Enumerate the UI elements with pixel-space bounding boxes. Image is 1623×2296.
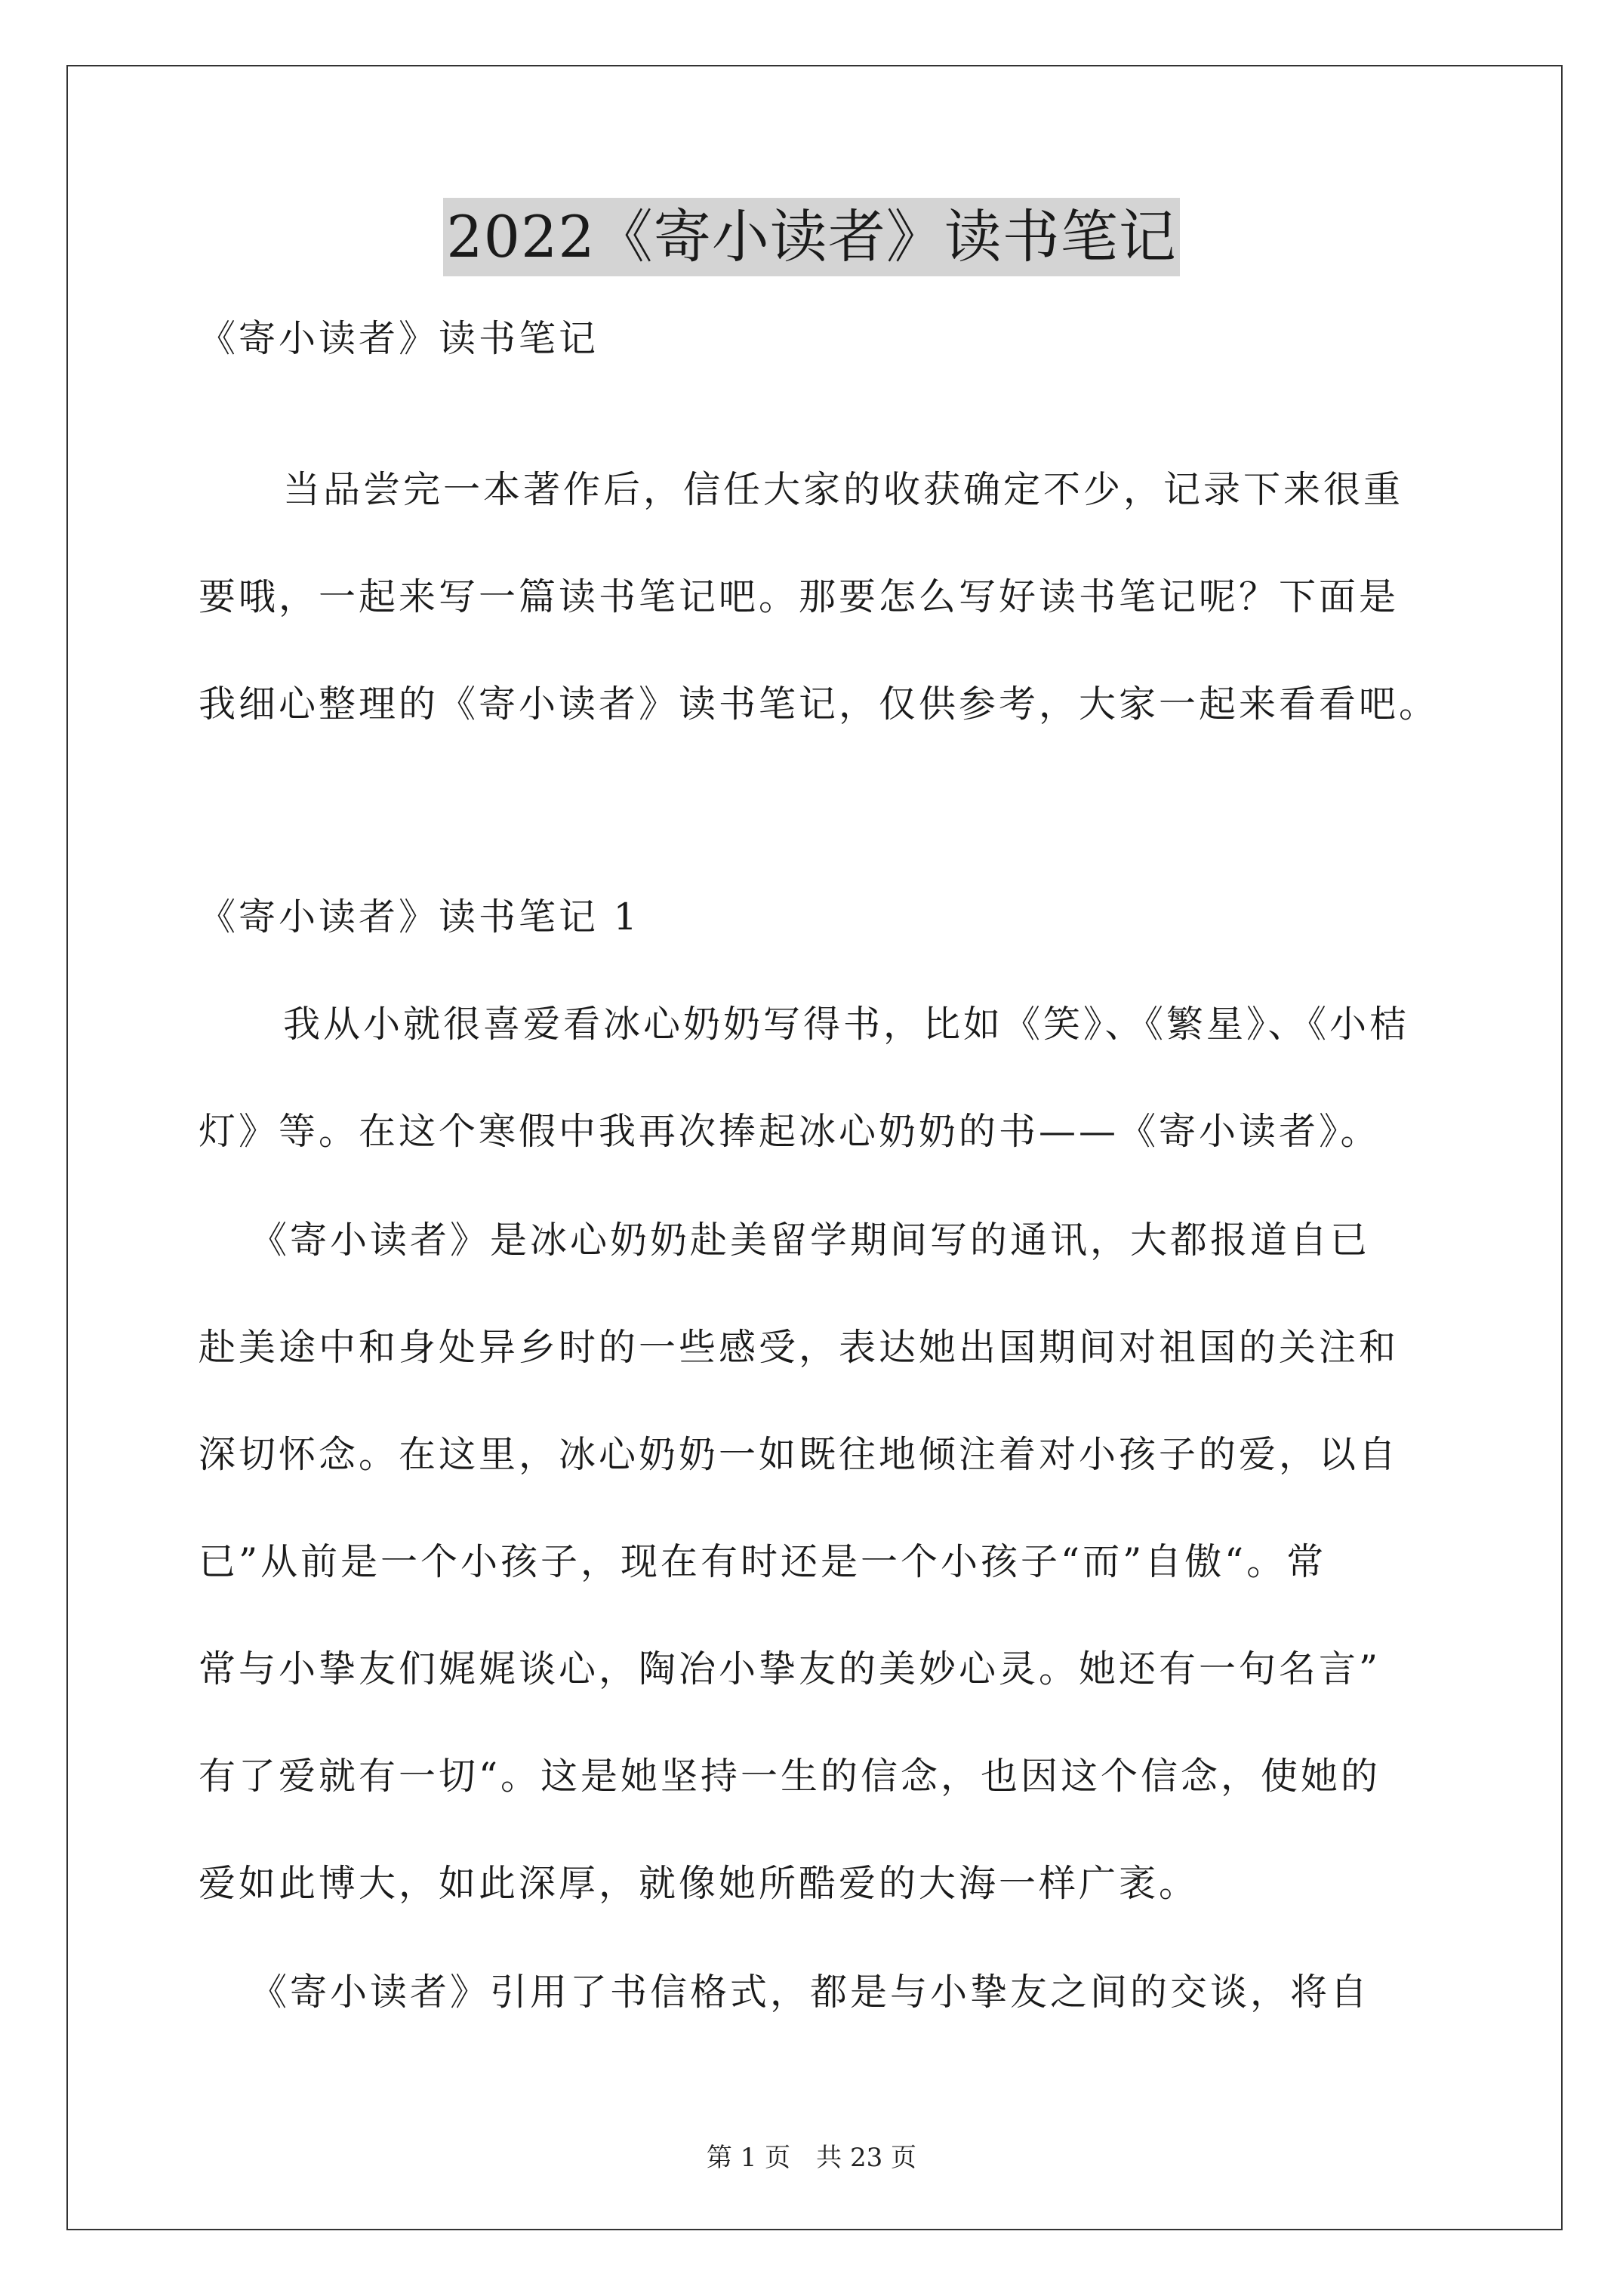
paragraph-line: 有了爱就有一切“。这是她坚持一生的信念，也因这个信念，使她的 — [199, 1755, 1381, 1798]
section-heading: 《寄小读者》读书笔记 1 — [199, 895, 640, 938]
section-heading: 《寄小读者》读书笔记 — [199, 317, 599, 360]
page-footer: 第 1 页 共 23 页 — [706, 2143, 917, 2173]
paragraph-line: 我细心整理的《寄小读者》读书笔记，仅供参考，大家一起来看看吧。 — [199, 683, 1440, 726]
paragraph-line: 《寄小读者》引用了书信格式，都是与小挚友之间的交谈，将自 — [250, 1971, 1371, 2014]
paragraph-line: 深切怀念。在这里，冰心奶奶一如既往地倾注着对小孩子的爱，以自 — [199, 1433, 1400, 1476]
paragraph-line: 我从小就很喜爱看冰心奶奶写得书，比如《笑》、《繁星》、《小桔 — [283, 1003, 1410, 1046]
paragraph-line: 要哦，一起来写一篇读书笔记吧。那要怎么写好读书笔记呢？下面是 — [199, 575, 1400, 618]
document-title: 2022《寄小读者》读书笔记 — [443, 198, 1179, 276]
paragraph-line: 《寄小读者》是冰心奶奶赴美留学期间写的通讯，大都报道自已 — [250, 1219, 1371, 1262]
paragraph-line: 当品尝完一本著作后，信任大家的收获确定不少，记录下来很重 — [283, 468, 1404, 511]
paragraph-line: 灯》等。在这个寒假中我再次捧起冰心奶奶的书——《寄小读者》。 — [199, 1110, 1381, 1153]
paragraph-line: 赴美途中和身处异乡时的一些感受，表达她出国期间对祖国的关注和 — [199, 1326, 1400, 1369]
paragraph-line: 已”从前是一个小孩子，现在有时还是一个小孩子“而”自傲“。常 — [199, 1540, 1327, 1583]
paragraph-line: 常与小挚友们娓娓谈心，陶冶小挚友的美妙心灵。她还有一句名言” — [199, 1647, 1381, 1690]
title-container — [0, 198, 1623, 276]
paragraph-line: 爱如此博大，如此深厚，就像她所酷爱的大海一样广袤。 — [199, 1862, 1200, 1905]
